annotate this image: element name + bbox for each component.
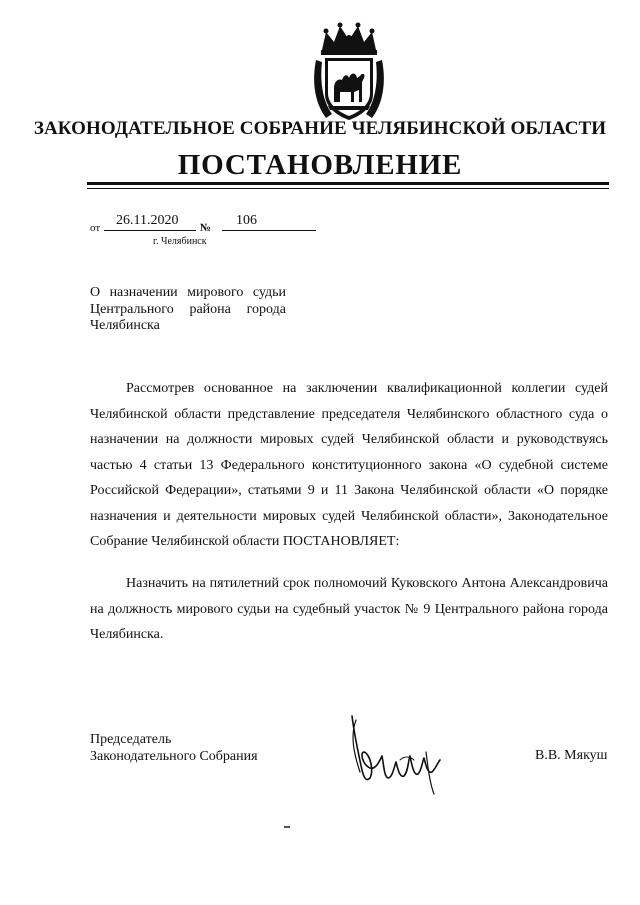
header-rule-thin	[87, 188, 609, 189]
date-label: от	[90, 222, 101, 234]
organization-title: ЗАКОНОДАТЕЛЬНОЕ СОБРАНИЕ ЧЕЛЯБИНСКОЙ ОБЛАСТИ	[33, 118, 607, 139]
signatory-role-line: Законодательного Собрания	[90, 749, 258, 764]
coat-of-arms-icon	[312, 20, 386, 126]
body-paragraph-resolution: Назначить на пятилетний срок полномочий Куковского Антона Александровича на должность мирового судьи на судебный участок № 9 Центрального района города Челябинска.	[90, 576, 608, 642]
document-subject	[90, 285, 286, 335]
city-label: г. Челябинск	[153, 236, 207, 247]
document-date: 26.11.2020	[116, 213, 179, 228]
handwritten-signature-icon	[340, 712, 452, 798]
signatory-role-line: Председатель	[90, 732, 172, 747]
number-underline	[222, 230, 316, 231]
signatory-role	[90, 731, 258, 765]
subject-line: Челябинска	[90, 318, 160, 333]
subject-line: О назначении мирового судьи	[90, 285, 286, 300]
header-rule-thick	[87, 182, 609, 185]
number-label: №	[200, 222, 212, 234]
body-paragraph-preamble: Рассмотрев основанное на заключении квалификационной коллегии судей Челябинской области представление председателя Челябинского областного суда о назначении на должности мировых судей Челябинской области и руководствуясь частью 4 статьи 13 Федерального конституционного закона «О судебной системе Российской Федерации», статьями 9 и 11 Закона Челябинской области «О порядке назначения и деятельности мировых судей Челябинской области», Законодательное Собрание Челябинской области ПОСТАНОВЛЯЕТ:	[90, 381, 608, 549]
scan-speck	[284, 826, 290, 828]
subject-line: Центрального района города	[90, 301, 286, 317]
document-type-heading: ПОСТАНОВЛЕНИЕ	[177, 149, 463, 181]
date-underline	[104, 230, 196, 231]
signatory-name: В.В. Мякуш	[535, 748, 608, 763]
document-number: 106	[236, 213, 257, 228]
